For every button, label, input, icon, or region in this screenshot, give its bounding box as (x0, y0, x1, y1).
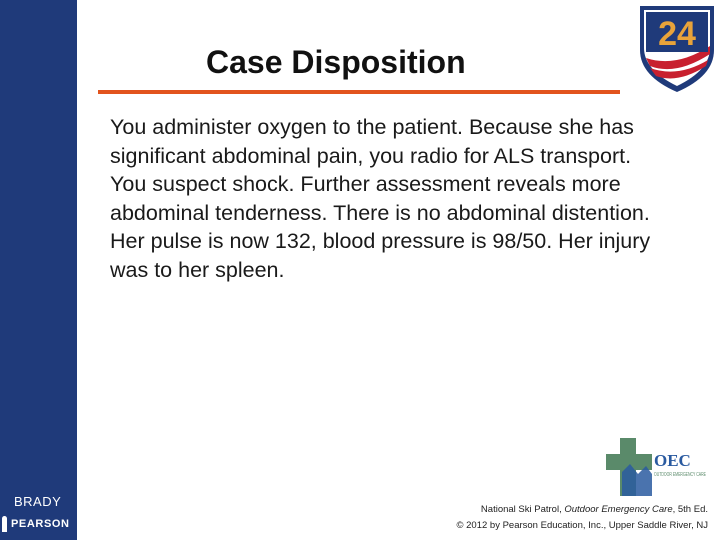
brady-label: BRADY (14, 494, 62, 509)
title-underline-divider (98, 90, 620, 94)
oec-logo-icon (606, 438, 710, 496)
pearson-label: PEARSON (11, 518, 70, 530)
pearson-logo-icon (2, 516, 7, 532)
slide-body-text: You administer oxygen to the patient. Because she has significant abdominal pain, you radio for ALS transport. You suspect shock. Further assessment reveals more abdominal tenderness. There is no abdominal distention. Her pulse is now 132, blood pressure is 98/50. Her injury was to her spleen. (110, 115, 651, 282)
oec-logo-text: OEC (654, 451, 691, 470)
chapter-24-number: 24 (658, 15, 696, 53)
credit-edition: , 5th Ed. (672, 504, 708, 515)
credit-prefix: National Ski Patrol, (480, 504, 565, 515)
oec-logo-subtext: OUTDOOR EMERGENCY CARE (654, 472, 707, 478)
left-sidebar-bar (0, 0, 77, 540)
credit-line-1 (457, 502, 709, 518)
copyright-credit (457, 502, 709, 534)
slide-title: Case Disposition (206, 44, 466, 80)
credit-book-title: Outdoor Emergency Care (564, 504, 673, 515)
chapter-24-badge-icon (636, 4, 718, 94)
credit-line-2: © 2012 by Pearson Education, Inc., Upper Saddle River, NJ (456, 520, 708, 531)
